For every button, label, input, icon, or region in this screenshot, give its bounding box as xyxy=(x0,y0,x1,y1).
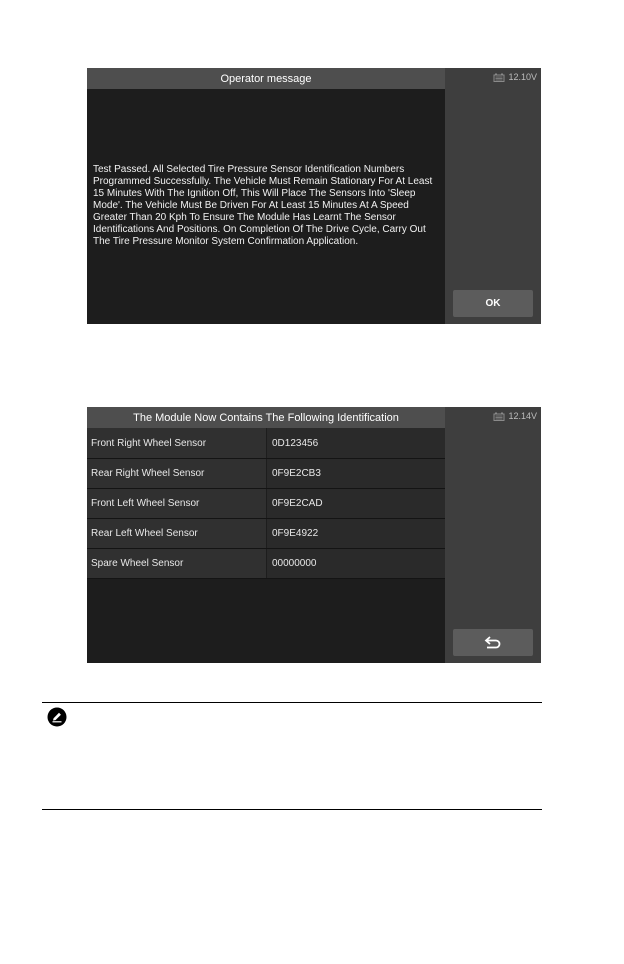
screen-title: The Module Now Contains The Following Identification xyxy=(87,407,445,428)
note-pencil-icon xyxy=(47,707,67,727)
side-panel xyxy=(445,68,541,324)
operator-message-screen xyxy=(87,68,541,324)
back-button[interactable] xyxy=(453,629,533,656)
main-panel xyxy=(87,407,445,663)
sensor-id: 0F9E2CAD xyxy=(267,489,445,518)
battery-icon xyxy=(493,73,505,82)
voltage-indicator xyxy=(493,72,537,82)
identification-table xyxy=(87,428,445,579)
screen-title: Operator message xyxy=(87,68,445,89)
sensor-id: 0F9E2CB3 xyxy=(267,459,445,488)
sensor-label: Spare Wheel Sensor xyxy=(87,549,266,578)
sensor-label: Front Right Wheel Sensor xyxy=(87,428,266,458)
sensor-label: Front Left Wheel Sensor xyxy=(87,489,266,518)
main-panel xyxy=(87,68,445,324)
back-arrow-icon xyxy=(484,636,502,650)
battery-icon xyxy=(493,412,505,421)
ok-button[interactable]: OK xyxy=(453,290,533,317)
table-row xyxy=(87,519,445,549)
side-panel xyxy=(445,407,541,663)
table-row xyxy=(87,549,445,579)
sensor-label: Rear Right Wheel Sensor xyxy=(87,459,266,488)
table-row xyxy=(87,489,445,519)
table-row xyxy=(87,428,445,459)
identification-screen xyxy=(87,407,541,663)
operator-message-text: Test Passed. All Selected Tire Pressure Sensor Identification Numbers Programmed Successfully. The Vehicle Must Remain Stationary For At Least 15 Minutes With The Ignition Off, This Will Place The Sensors Into 'Sleep Mode'. The Vehicle Must Be Driven For At Least 15 Minutes At A Speed Greater Than 20 Kph To Ensure The Module Has Learnt The Sensor Identifications And Positions. On Completion Of The Drive Cycle, Carry Out The Tire Pressure Monitor System Confirmation Application. xyxy=(93,164,433,247)
note-divider-bottom xyxy=(42,809,542,810)
note-divider-top xyxy=(42,702,542,703)
sensor-label: Rear Left Wheel Sensor xyxy=(87,519,266,548)
voltage-value: 12.14V xyxy=(508,411,537,421)
voltage-value: 12.10V xyxy=(508,72,537,82)
sensor-id: 0D123456 xyxy=(267,428,445,458)
sensor-id: 0F9E4922 xyxy=(267,519,445,548)
table-row xyxy=(87,459,445,489)
voltage-indicator xyxy=(493,411,537,421)
sensor-id: 00000000 xyxy=(267,549,445,578)
